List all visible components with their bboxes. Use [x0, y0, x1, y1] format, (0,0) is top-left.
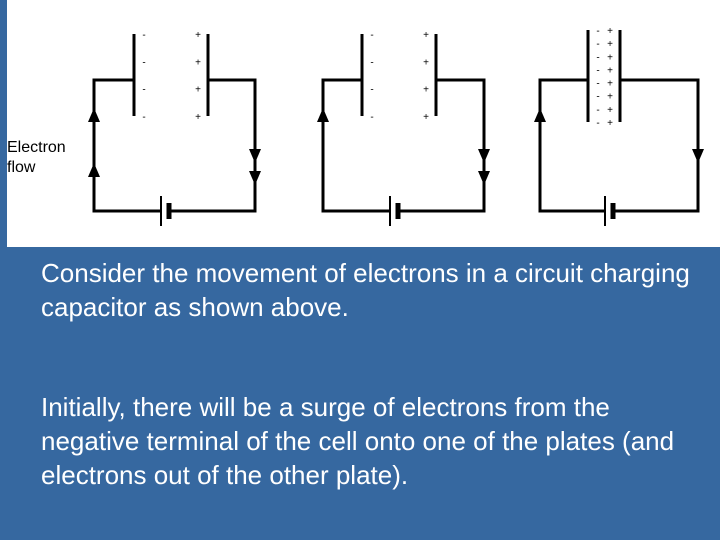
circuit-1-positive-sign: +	[195, 84, 201, 96]
electron-flow-label: Electron flow	[7, 139, 66, 176]
circuit-2-right-arrow-2	[478, 171, 490, 185]
circuit-2-negative-sign: -	[370, 30, 374, 41]
capacitor-circuit-diagram	[7, 0, 720, 247]
circuit-3-positive-sign: +	[607, 118, 613, 129]
circuit-1-right-arrow-2	[249, 171, 261, 185]
circuit-2-positive-sign: +	[423, 30, 429, 41]
circuit-1-negative-sign: -	[142, 112, 146, 123]
circuit-3-positive-sign: +	[607, 39, 613, 51]
circuit-2-negative-sign: -	[370, 112, 374, 123]
circuit-2-negative-sign: -	[370, 84, 374, 96]
circuit-2-negative-sign: -	[370, 57, 374, 69]
circuit-3-positive-sign: +	[607, 65, 613, 77]
circuit-3-negative-sign: -	[596, 104, 600, 116]
circuit-3-negative-sign: -	[596, 91, 600, 103]
circuit-2-positive-sign: +	[423, 57, 429, 69]
circuit-2-right-arrow-1	[478, 149, 490, 163]
circuit-1-negative-sign: -	[142, 57, 146, 69]
circuit-3-positive-sign: +	[607, 78, 613, 90]
circuit-1-left-arrow-2	[88, 163, 100, 177]
paragraph-initially: Initially, there will be a surge of electrons from the negative terminal of the cell onto one of the plates (and electrons out of the other plate).	[41, 392, 675, 490]
circuit-2-left-arrow-1	[317, 108, 329, 122]
circuit-3-negative-sign: -	[596, 78, 600, 90]
circuit-3-positive-sign: +	[607, 26, 613, 37]
circuit-1-positive-sign: +	[195, 112, 201, 123]
circuit-3-negative-sign: -	[596, 65, 600, 77]
circuit-diagram-panel	[7, 0, 720, 247]
circuit-3-negative-sign: -	[596, 52, 600, 64]
circuit-2-positive-sign: +	[423, 112, 429, 123]
circuit-1-right-arrow-1	[249, 149, 261, 163]
circuit-1-positive-sign: +	[195, 57, 201, 69]
circuit-1-negative-sign: -	[142, 84, 146, 96]
circuit-1-positive-sign: +	[195, 30, 201, 41]
paragraph-consider: Consider the movement of electrons in a circuit charging capacitor as shown above.	[41, 258, 690, 322]
circuit-3-left-arrow-1	[534, 108, 546, 122]
circuit-3-negative-sign: -	[596, 26, 600, 37]
circuit-3-negative-sign: -	[596, 39, 600, 51]
circuit-3-positive-sign: +	[607, 52, 613, 64]
circuit-2-positive-sign: +	[423, 84, 429, 96]
circuit-3-positive-sign: +	[607, 104, 613, 116]
circuit-1-left-arrow-1	[88, 108, 100, 122]
circuit-1-negative-sign: -	[142, 30, 146, 41]
circuit-3-positive-sign: +	[607, 91, 613, 103]
circuit-3-negative-sign: -	[596, 118, 600, 129]
circuit-3-right-arrow-1	[692, 149, 704, 163]
